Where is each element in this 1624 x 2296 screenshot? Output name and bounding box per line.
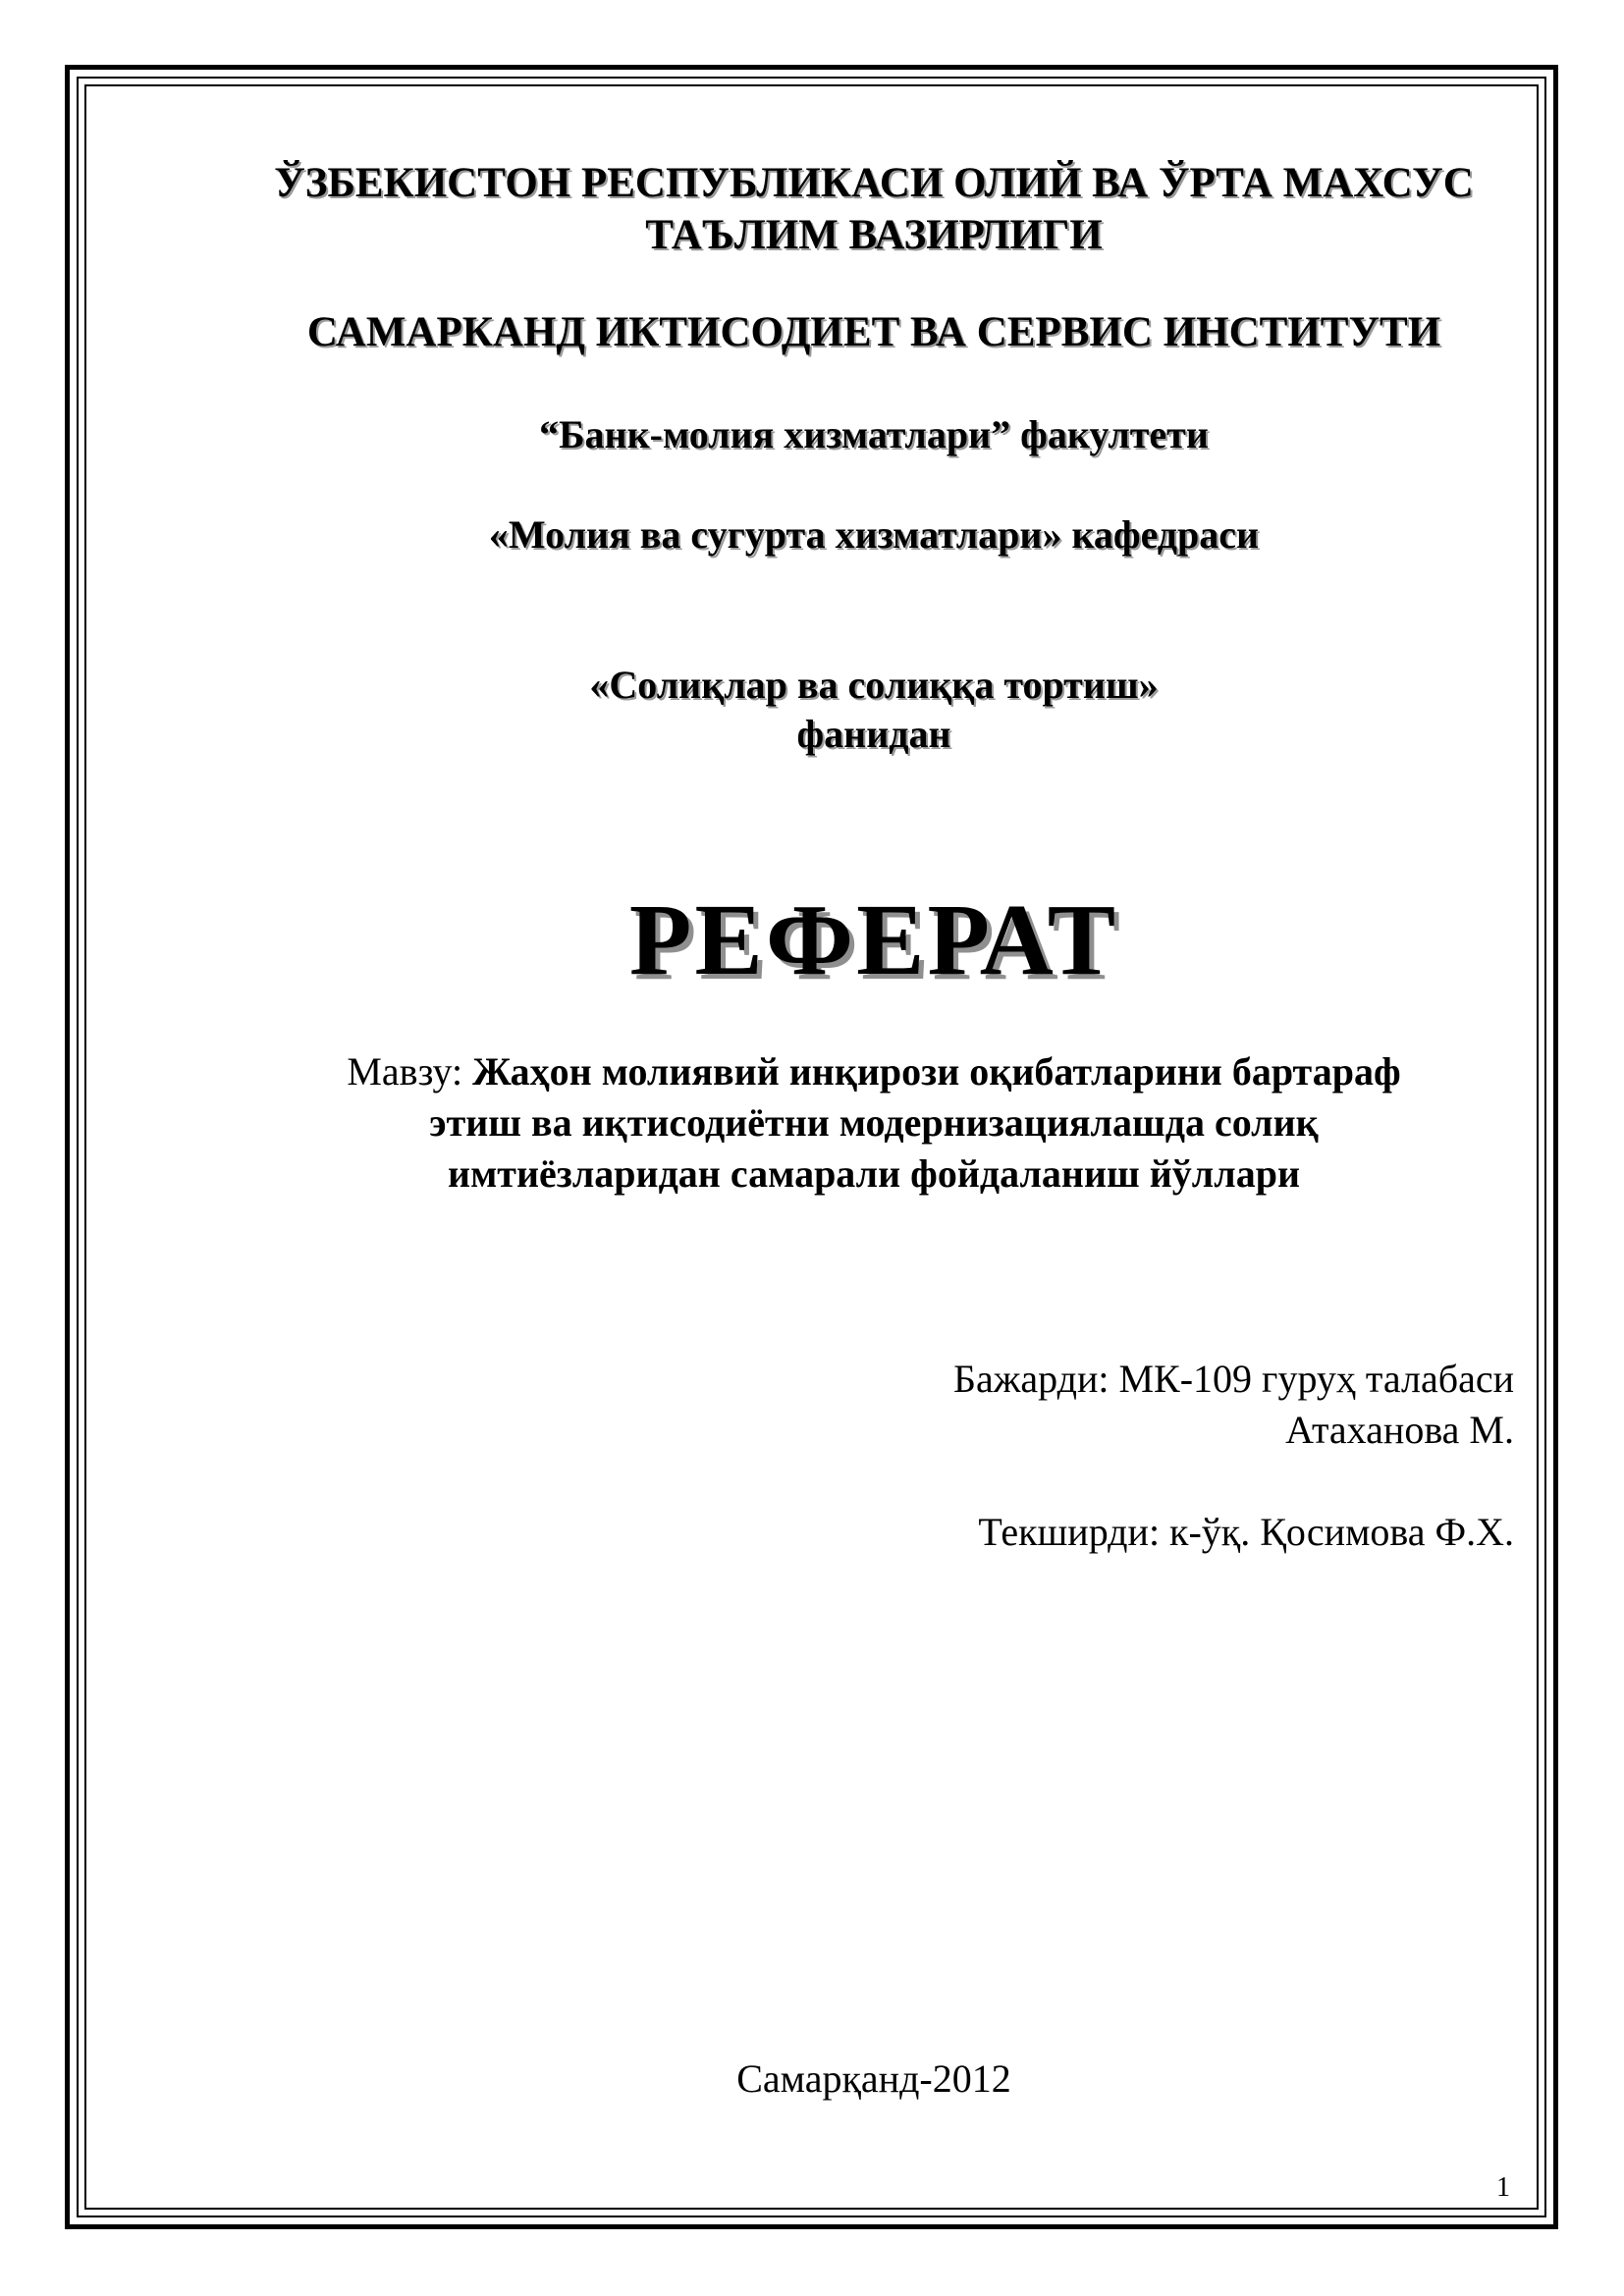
topic-label: Мавзу:	[347, 1049, 473, 1094]
page-number: 1	[1496, 2172, 1510, 2203]
faculty-name: “Банк-молия хизматлари” факултети	[539, 412, 1209, 456]
topic-block	[147, 1046, 1600, 1200]
student-name: Атаханова М.	[1285, 1408, 1514, 1452]
reviewer-line: Текширди: к-ўқ. Қосимова Ф.Х.	[978, 1510, 1514, 1554]
subject-heading	[147, 661, 1600, 759]
document-title: РЕФЕРАТ	[628, 883, 1119, 996]
topic-line-3: имтиёзларидан самарали фойдаланиш йўллари	[448, 1151, 1300, 1196]
department-name: «Молия ва сугурта хизматлари» кафедраси	[488, 512, 1260, 557]
city-year: Самарқанд-2012	[736, 2056, 1011, 2101]
subject-line-1: «Солиқлар ва солиққа тортиш»	[589, 663, 1159, 707]
topic-text-1: Жаҳон молиявий инқирози оқибатларини бартараф	[472, 1049, 1401, 1094]
institute-name: САМАРКАНД ИКТИСОДИЕТ ВА СЕРВИС ИНСТИТУТИ	[306, 309, 1441, 355]
ministry-line-2: ТАЪЛИМ ВАЗИРЛИГИ	[645, 212, 1103, 258]
done-by-line: Бажарди: МК-109 гуруҳ талабаси	[953, 1357, 1514, 1401]
ministry-line-1: ЎЗБЕКИСТОН РЕСПУБЛИКАСИ ОЛИЙ ВА ЎРТА МАХСУС	[274, 160, 1474, 206]
topic-line-1	[147, 1046, 1600, 1097]
topic-line-2: этиш ва иқтисодиётни модернизациялашда солиқ	[429, 1100, 1319, 1145]
subject-line-2: фанидан	[796, 712, 951, 756]
ministry-heading	[147, 157, 1600, 261]
